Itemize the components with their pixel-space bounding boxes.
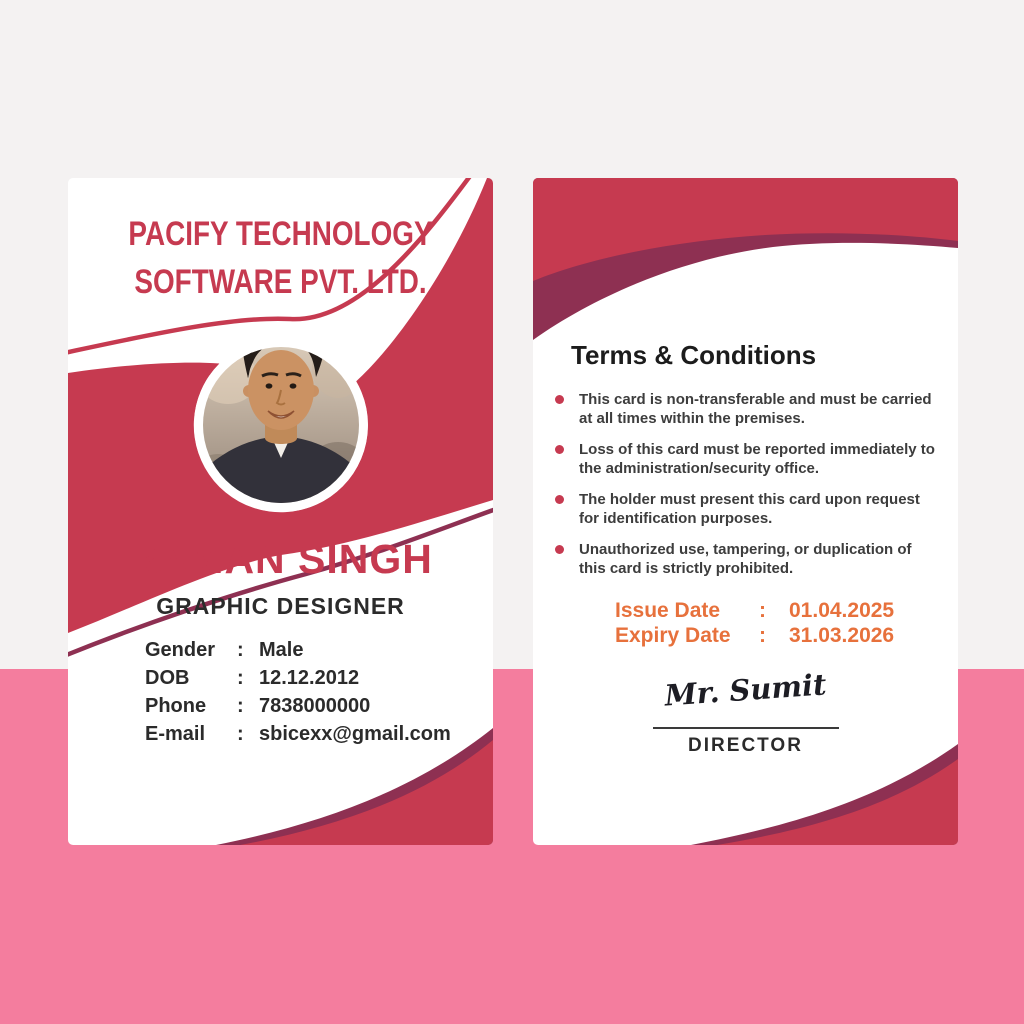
validity-dates: [615, 598, 894, 648]
bullet-icon: [555, 495, 564, 504]
date-value: 31.03.2026: [789, 624, 895, 647]
detail-label: Phone: [145, 695, 207, 717]
date-value: 01.04.2025: [789, 599, 895, 622]
detail-separator: :: [237, 695, 244, 717]
bullet-icon: [555, 395, 564, 404]
issue-date-row: [615, 598, 894, 623]
detail-label: DOB: [145, 667, 190, 689]
detail-value: Male: [259, 639, 304, 661]
detail-separator: :: [237, 667, 244, 689]
term-text: This card is non-transferable and must be carried at all times within the premises.: [579, 391, 932, 427]
term-text: Unauthorized use, tampering, or duplication of this card is strictly prohibited.: [579, 541, 912, 577]
detail-value: sbicexx@gmail.com: [259, 723, 451, 745]
term-item: [555, 440, 937, 478]
employee-details: [145, 636, 451, 748]
detail-value: 12.12.2012: [259, 667, 360, 689]
signatory-title: DIRECTOR: [688, 735, 803, 756]
id-card-front: [68, 178, 493, 845]
detail-row-gender: [145, 636, 451, 664]
company-name-line1: PACIFY TECHNOLOGY: [128, 215, 433, 253]
detail-row-dob: [145, 664, 451, 692]
id-card-back: [533, 178, 958, 845]
date-label: Expiry Date: [615, 624, 731, 647]
expiry-date-row: [615, 623, 894, 648]
term-item: [555, 490, 937, 528]
term-text: The holder must present this card upon request for identification purposes.: [579, 491, 920, 527]
detail-row-email: [145, 720, 451, 748]
director-signature: Mr. Sumit: [663, 667, 828, 713]
terms-list: [555, 390, 937, 590]
detail-value: 7838000000: [259, 695, 371, 717]
term-item: [555, 540, 937, 578]
date-separator: :: [759, 624, 766, 647]
bullet-icon: [555, 545, 564, 554]
employee-name: RAMAN SINGH: [128, 536, 433, 582]
date-label: Issue Date: [615, 599, 721, 622]
terms-heading: Terms & Conditions: [571, 340, 817, 370]
detail-label: Gender: [145, 639, 216, 661]
term-item: [555, 390, 937, 428]
term-text: Loss of this card must be reported immediately to the administration/security office.: [579, 441, 935, 477]
employee-designation: GRAPHIC DESIGNER: [156, 593, 405, 619]
detail-label: E-mail: [145, 723, 206, 745]
detail-separator: :: [237, 639, 244, 661]
bullet-icon: [555, 445, 564, 454]
date-separator: :: [759, 599, 766, 622]
signature-line: [653, 727, 839, 729]
company-name-line2: SOFTWARE PVT. LTD.: [134, 263, 427, 301]
detail-row-phone: [145, 692, 451, 720]
detail-separator: :: [237, 723, 244, 745]
